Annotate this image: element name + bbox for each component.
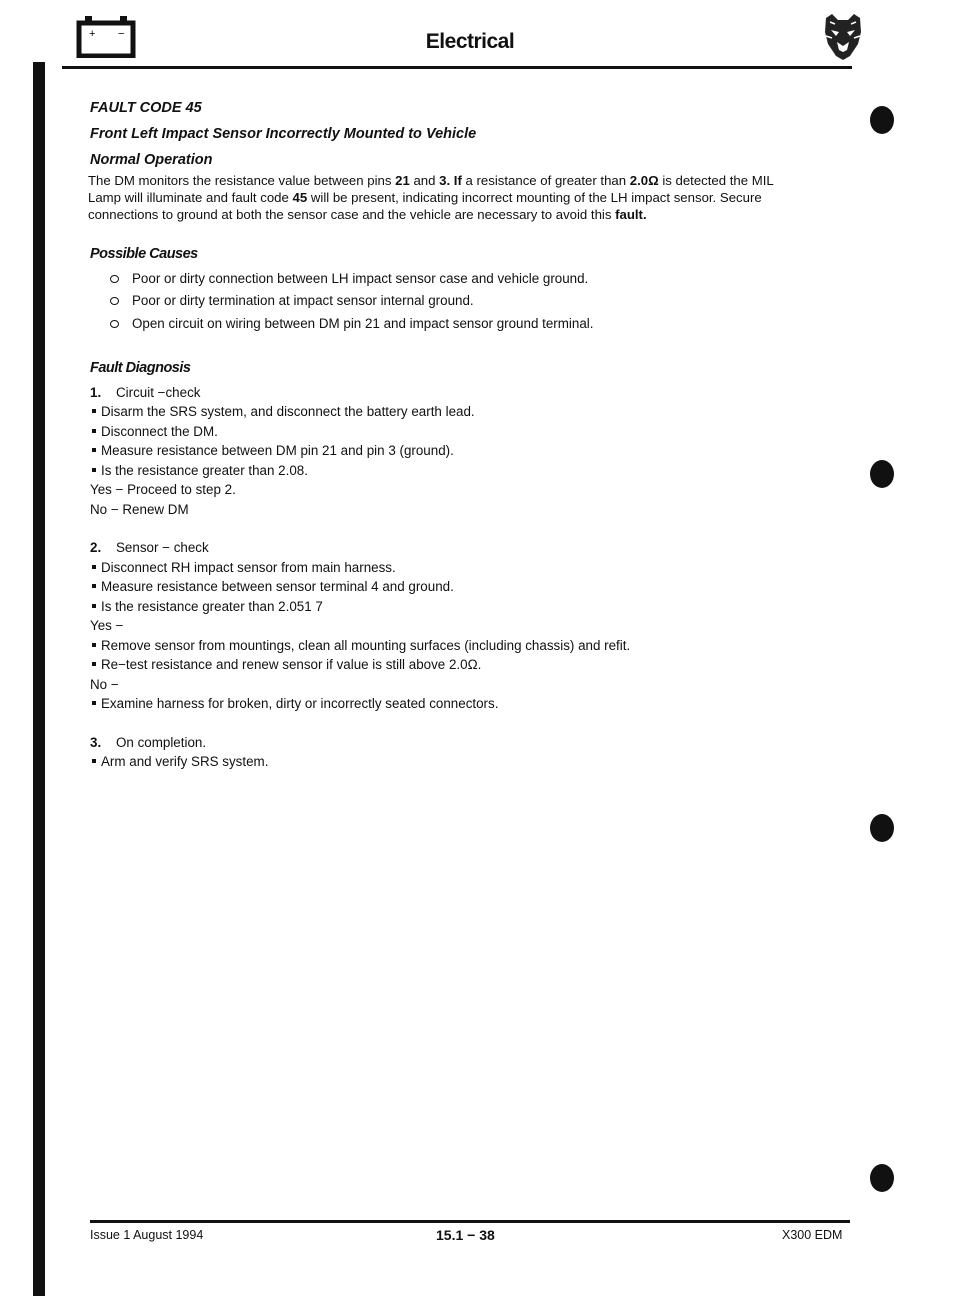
step-line: Examine harness for broken, dirty or incorrectly seated connectors. [90, 694, 850, 714]
battery-plus-sign: + [89, 28, 96, 40]
footer-issue: Issue 1 August 1994 [90, 1228, 204, 1242]
step-line: Measure resistance between sensor terminal 4 and ground. [90, 577, 850, 597]
list-item: Open circuit on wiring between DM pin 21 and impact sensor ground terminal. [132, 314, 850, 334]
square-bullet-icon [92, 759, 96, 763]
step-line: Remove sensor from mountings, clean all mounting surfaces (including chassis) and refit. [90, 636, 850, 656]
page-title: Electrical [425, 30, 515, 53]
binding-bar [33, 62, 45, 1296]
punch-hole-icon [870, 814, 894, 842]
step-line: Measure resistance between DM pin 21 and pin 3 (ground). [90, 441, 850, 461]
circle-bullet-icon [110, 297, 119, 305]
step-line: Is the resistance greater than 2.08. [90, 461, 850, 481]
step-line: Arm and verify SRS system. [90, 752, 850, 772]
square-bullet-icon [92, 429, 96, 433]
list-item: Poor or dirty connection between LH impact sensor case and vehicle ground. [132, 269, 850, 289]
normal-operation-text [88, 172, 850, 223]
step-3-title: 3. On completion. [90, 734, 207, 750]
fault-diagnosis-heading: Fault Diagnosis [90, 360, 191, 376]
battery-minus-sign: − [118, 28, 125, 40]
square-bullet-icon [92, 662, 96, 666]
footer-page-number: 15.1 − 38 [436, 1227, 495, 1243]
step-line: Re−test resistance and renew sensor if value is still above 2.0Ω. [90, 655, 850, 675]
jaguar-head-icon [822, 12, 864, 62]
header-rule [62, 66, 852, 69]
list-item: Poor or dirty termination at impact sensor internal ground. [132, 291, 850, 311]
step-line: Disarm the SRS system, and disconnect the battery earth lead. [90, 402, 850, 422]
step-line: Is the resistance greater than 2.051 7 [90, 597, 850, 617]
step-1-title: 1. Circuit −check [90, 384, 201, 400]
square-bullet-icon [92, 468, 96, 472]
step-1-no: No − Renew DM [90, 501, 189, 517]
step-2-title: 2. Sensor − check [90, 540, 209, 555]
punch-hole-icon [870, 106, 894, 134]
fault-code: FAULT CODE 45 [90, 100, 202, 116]
square-bullet-icon [92, 584, 96, 588]
step-1-yes: Yes − Proceed to step 2. [90, 482, 236, 497]
step-line: Disconnect the DM. [90, 422, 850, 442]
step-line: Disconnect RH impact sensor from main harness. [90, 558, 850, 578]
circle-bullet-icon [110, 275, 119, 283]
possible-causes-heading: Possible Causes [90, 246, 198, 262]
circle-bullet-icon [110, 320, 119, 328]
step-2-yes: Yes − [90, 618, 124, 633]
square-bullet-icon [92, 643, 96, 647]
square-bullet-icon [92, 701, 96, 705]
square-bullet-icon [92, 448, 96, 452]
square-bullet-icon [92, 565, 96, 569]
step-2-no: No − [90, 676, 119, 692]
square-bullet-icon [92, 409, 96, 413]
punch-hole-icon [870, 460, 894, 488]
normal-operation-heading: Normal Operation [90, 152, 213, 168]
intro-line: Lamp will illuminate and fault code 45 will be present, indicating incorrect mounting of the LH impact sensor. Secure [88, 190, 762, 205]
document-body [90, 98, 850, 772]
intro-line: The DM monitors the resistance value between pins 21 and 3. If a resistance of greater than 2.0Ω is detected the MIL [88, 173, 774, 188]
intro-line: connections to ground at both the sensor case and the vehicle are necessary to avoid this fault. [88, 207, 647, 222]
punch-hole-icon [870, 1164, 894, 1192]
fault-title: Front Left Impact Sensor Incorrectly Mounted to Vehicle [90, 126, 477, 142]
possible-causes-list [90, 269, 850, 334]
square-bullet-icon [92, 604, 96, 608]
footer-rule [90, 1220, 850, 1223]
footer-doc: X300 EDM [782, 1228, 843, 1242]
